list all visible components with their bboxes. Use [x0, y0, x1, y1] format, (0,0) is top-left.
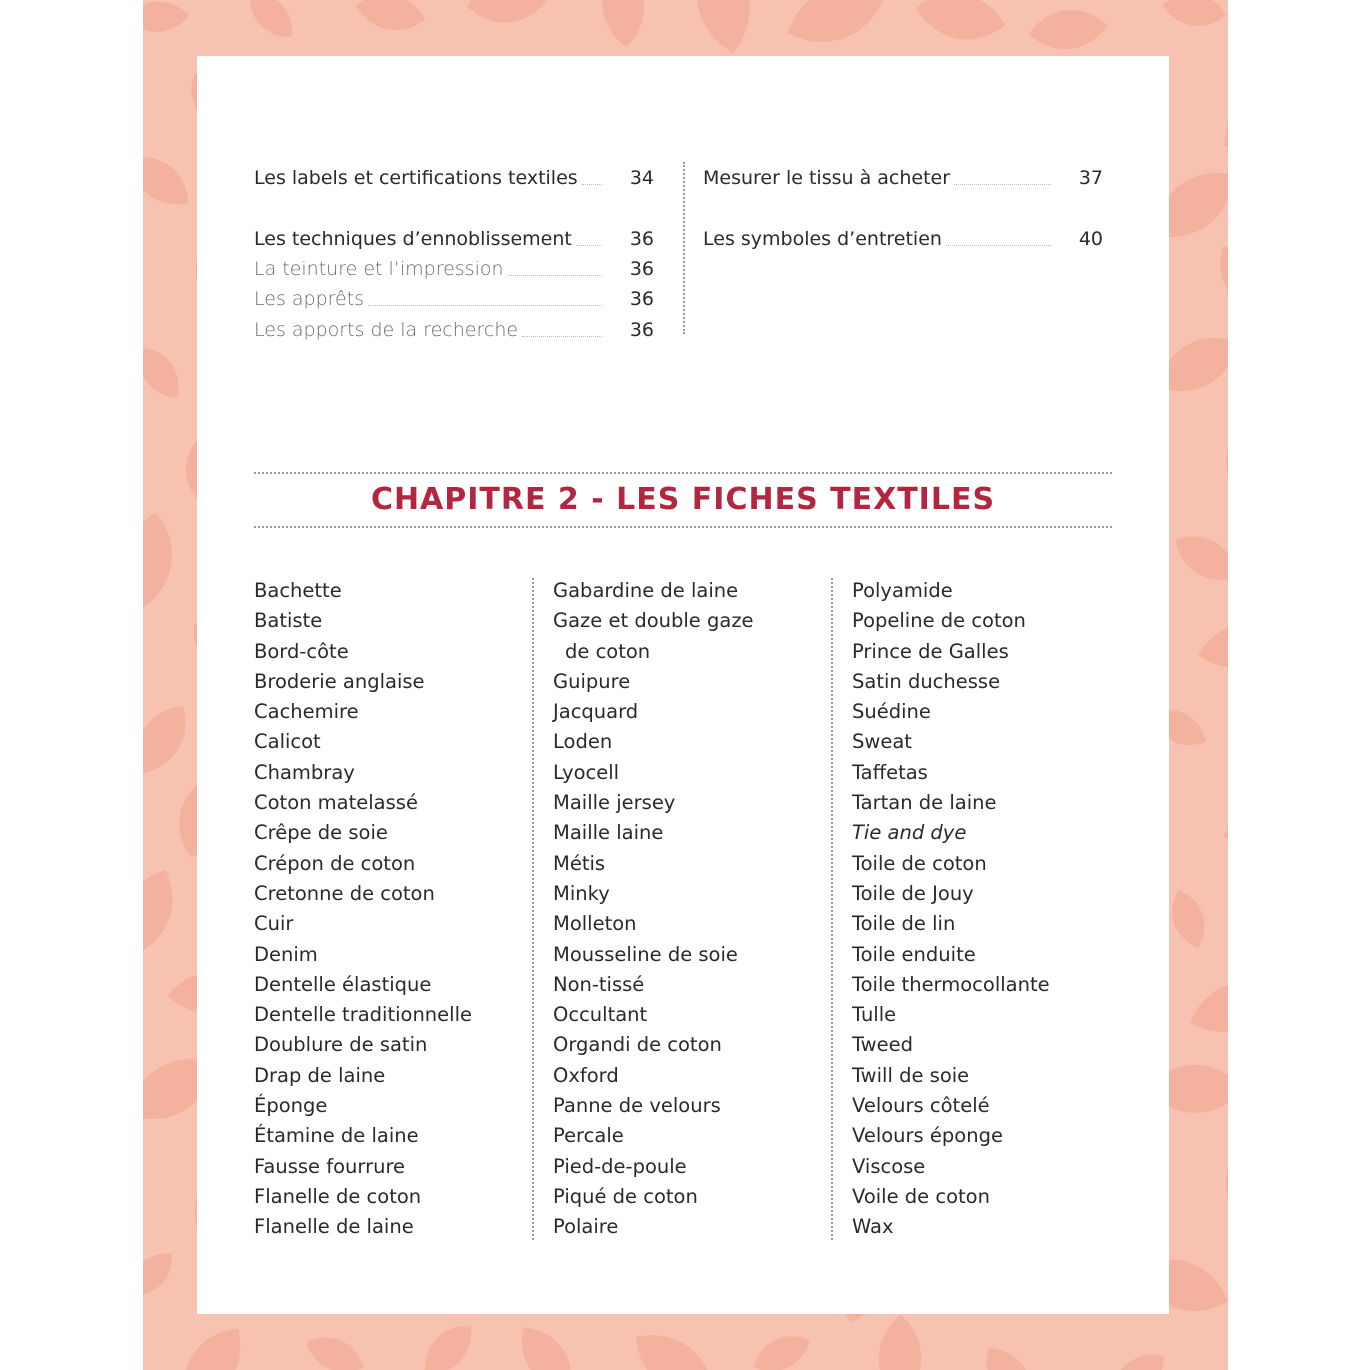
toc-entry-page: 36: [629, 258, 654, 280]
toc-entry-page: 36: [629, 228, 654, 250]
leaf-shape: [508, 1316, 585, 1370]
toc-entry[interactable]: [254, 160, 654, 190]
leaf-shape: [1166, 524, 1228, 592]
leaf-shape: [878, 1314, 922, 1370]
list-column-divider: [831, 578, 833, 1240]
textile-list-item[interactable]: Maille laine: [553, 821, 664, 845]
toc-entry-label: La teinture et l’impression: [254, 258, 504, 280]
leaf-shape: [1217, 1119, 1228, 1230]
leader-dots: [508, 274, 602, 276]
textile-list-column-2: [553, 576, 823, 1243]
textile-list-item[interactable]: Tweed: [852, 1033, 914, 1057]
textile-list-item[interactable]: Flanelle de laine: [254, 1215, 414, 1239]
textile-list-item[interactable]: Tulle: [852, 1003, 897, 1027]
leaf-shape: [143, 695, 200, 785]
toc-entry-page: 40: [1078, 228, 1103, 250]
toc-entry[interactable]: [703, 221, 1103, 251]
leaf-shape: [778, 0, 895, 57]
leaf-shape: [465, 0, 550, 26]
leaf-shape: [622, 1318, 727, 1370]
textile-list-item[interactable]: Gaze et double gaze: [553, 609, 754, 633]
textile-list-item[interactable]: Éponge: [254, 1094, 328, 1118]
leaf-shape: [143, 1243, 182, 1306]
textile-list-item[interactable]: Pied-de-poule: [553, 1154, 687, 1178]
textile-list-item[interactable]: Guipure: [553, 669, 631, 693]
textile-list-item[interactable]: Fausse fourrure: [254, 1154, 406, 1178]
chapter-title: CHAPITRE 2 - LES FICHES TEXTILES: [370, 482, 996, 517]
toc-entry[interactable]: [254, 221, 654, 251]
toc-entry[interactable]: [703, 160, 1103, 190]
leaf-shape: [1183, 970, 1228, 1045]
textile-list-item[interactable]: Organdi de coton: [553, 1033, 722, 1057]
toc-subentry[interactable]: [254, 312, 654, 342]
toc-entry-page: 36: [629, 319, 654, 341]
textile-list-item[interactable]: Toile de coton: [852, 851, 987, 875]
textile-list-item[interactable]: Lyocell: [553, 760, 620, 784]
textile-list-item[interactable]: Dentelle traditionnelle: [254, 1003, 472, 1027]
leaf-shape: [747, 1327, 816, 1370]
leaf-shape: [1161, 0, 1228, 30]
textile-list-item[interactable]: Toile de lin: [852, 912, 956, 936]
textile-list-item[interactable]: Doublure de satin: [254, 1033, 428, 1057]
leaf-shape: [1194, 616, 1228, 675]
textile-list-item[interactable]: Sweat: [852, 730, 912, 754]
textile-list-item[interactable]: Chambray: [254, 760, 355, 784]
textile-list-item[interactable]: Métis: [553, 851, 606, 875]
textile-list-item[interactable]: Étamine de laine: [254, 1124, 419, 1148]
textile-list-item[interactable]: Calicot: [254, 730, 321, 754]
textile-list-item[interactable]: Bord-côte: [254, 639, 349, 663]
leaf-shape: [143, 508, 180, 615]
toc-column-divider: [683, 162, 685, 334]
textile-list-item[interactable]: Toile enduite: [852, 942, 976, 966]
leaf-shape: [143, 861, 187, 967]
textile-list-item[interactable]: Jacquard: [553, 700, 639, 724]
textile-list-column-1: [254, 576, 524, 1243]
textile-list-item[interactable]: Velours éponge: [852, 1124, 1003, 1148]
textile-list-item[interactable]: Toile thermocollante: [852, 972, 1050, 996]
textile-list-item[interactable]: Minky: [553, 881, 610, 905]
leader-dots: [954, 183, 1051, 185]
textile-list-column-3: [852, 576, 1142, 1243]
toc-subentry[interactable]: [254, 281, 654, 311]
leaf-shape: [1209, 68, 1228, 164]
leaf-shape: [143, 339, 190, 407]
toc-entry-page: 34: [629, 167, 654, 189]
textile-list-item[interactable]: Crépon de coton: [254, 851, 416, 875]
leaf-shape: [1206, 235, 1228, 328]
page: [197, 56, 1169, 1314]
textile-list-item[interactable]: Popeline de coton: [852, 609, 1026, 633]
leaf-shape: [1101, 1343, 1174, 1370]
textile-list-item[interactable]: Cuir: [254, 912, 294, 936]
textile-list-item[interactable]: Twill de soie: [852, 1063, 970, 1087]
textile-list-item[interactable]: Bachette: [254, 579, 342, 602]
leaf-shape: [1221, 810, 1228, 851]
leaf-shape: [599, 0, 647, 49]
leaf-shape: [143, 1, 189, 34]
textile-list-item[interactable]: Taffetas: [852, 760, 928, 784]
toc-entry-label: Les symboles d’entretien: [703, 228, 942, 250]
leaf-shape: [1219, 416, 1228, 498]
textile-list-item[interactable]: Viscose: [852, 1154, 926, 1178]
toc-entry-page: 37: [1078, 167, 1103, 189]
list-column-divider: [532, 578, 534, 1240]
textile-list-item[interactable]: Tartan de laine: [852, 791, 997, 815]
toc-subentry[interactable]: [254, 251, 654, 281]
leaf-shape: [1220, 1297, 1228, 1370]
textile-list-item[interactable]: Polaire: [553, 1215, 619, 1239]
toc-entry-label: Mesurer le tissu à acheter: [703, 167, 951, 189]
leader-dots: [582, 183, 602, 185]
textile-list-item[interactable]: Coton matelassé: [254, 791, 418, 815]
textile-list-item[interactable]: Panne de velours: [553, 1094, 721, 1118]
leaf-shape: [912, 0, 1010, 47]
textile-list-item[interactable]: Dentelle élastique: [254, 972, 432, 996]
chapter-bottom-rule: [254, 526, 1112, 528]
textile-list-item[interactable]: Suédine: [852, 700, 931, 724]
leaf-shape: [353, 0, 429, 36]
leaf-shape: [1027, 6, 1110, 53]
textile-list-item[interactable]: Polyamide: [852, 579, 953, 602]
leaf-shape: [688, 0, 758, 58]
textile-list-item[interactable]: Satin duchesse: [852, 669, 1001, 693]
textile-list-item[interactable]: Mousseline de soie: [553, 942, 738, 966]
toc-entry-label: Les techniques d’ennoblissement: [254, 228, 572, 250]
leaf-shape: [240, 0, 303, 47]
textile-list-item[interactable]: Voile de coton: [852, 1184, 990, 1208]
leader-dots: [522, 335, 602, 337]
textile-list-item[interactable]: Piqué de coton: [553, 1184, 698, 1208]
textile-list-item[interactable]: Prince de Galles: [852, 639, 1009, 663]
textile-list-item[interactable]: Percale: [553, 1124, 624, 1148]
leader-dots: [368, 304, 602, 306]
leaf-shape: [974, 1337, 1046, 1370]
textile-list-item[interactable]: Batiste: [254, 609, 323, 633]
textile-list-item[interactable]: Flanelle de coton: [254, 1184, 422, 1208]
leader-dots: [576, 244, 602, 246]
toc-entry-label: Les labels et certifications textiles: [254, 167, 578, 189]
leaf-shape: [143, 144, 199, 217]
textile-list-item[interactable]: Non-tissé: [553, 972, 645, 996]
textile-list-item[interactable]: Velours côtelé: [852, 1094, 990, 1118]
toc-entry-page: 36: [629, 288, 654, 310]
leaf-shape: [1164, 885, 1212, 952]
textile-list-item[interactable]: Drap de laine: [254, 1063, 386, 1087]
textile-list-item[interactable]: Cretonne de coton: [254, 881, 435, 905]
textile-list-item[interactable]: Maille jersey: [553, 791, 676, 815]
textile-list-item[interactable]: Denim: [254, 942, 318, 966]
leaf-shape: [168, 1316, 256, 1370]
textile-list-item[interactable]: Cachemire: [254, 700, 359, 724]
textile-list-item[interactable]: Gabardine de laine: [553, 579, 739, 602]
textile-list-item[interactable]: Tie and dye: [852, 821, 967, 845]
textile-list-item[interactable]: Wax: [852, 1215, 894, 1239]
toc-entry-label: Les apports de la recherche: [254, 319, 519, 341]
textile-list-item[interactable]: Broderie anglaise: [254, 669, 425, 693]
leaf-shape: [300, 1328, 370, 1370]
toc-entry-label: Les apprêts: [254, 288, 365, 310]
textile-list-item[interactable]: Oxford: [553, 1063, 619, 1087]
textile-list-item[interactable]: Occultant: [553, 1003, 648, 1027]
textile-list-item[interactable]: Crêpe de soie: [254, 821, 388, 845]
textile-list-item[interactable]: de coton: [565, 639, 651, 663]
textile-list-item[interactable]: Molleton: [553, 912, 637, 936]
chapter-top-rule: [254, 472, 1112, 474]
textile-list-item[interactable]: Toile de Jouy: [852, 881, 974, 905]
leaf-shape: [413, 1315, 482, 1370]
textile-list-item[interactable]: Loden: [553, 730, 613, 754]
leader-dots: [946, 244, 1051, 246]
